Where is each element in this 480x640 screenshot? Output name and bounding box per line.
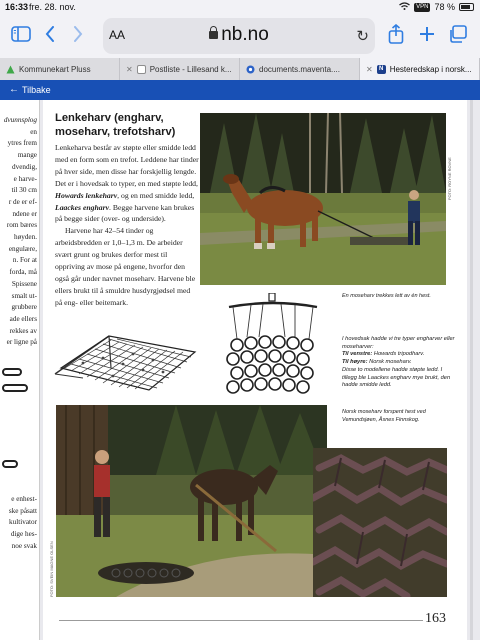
tab-title: Kommunekart Pluss [19,64,91,74]
share-icon[interactable] [388,24,404,44]
vpn-badge: VPN [416,3,429,10]
tab-kommunekart[interactable] [0,58,120,80]
previous-page-line: en [30,127,37,136]
nb-logo-icon: N [377,65,386,74]
tabs-overview-icon[interactable] [448,25,468,43]
close-tab-icon[interactable]: ✕ [366,64,373,74]
harrow-tine-drawing [2,384,28,392]
previous-page[interactable] [0,100,40,640]
paragraph: Lenkeharva består av støpte eller smidde ledd med en form som en trefot. Leddene har tinder på hver side, men disse har forskjellig lengde. Det er i hovedsak to typer, en med støpte ledd, Howards lenkeharv, og en med smidde ledd, Laackes engharv. Begge harvene kan brukes på begge sider (over- og underside). [55,143,199,224]
document-icon [137,65,146,74]
previous-page-line: e enhest- [11,495,37,503]
reload-icon[interactable]: ↻ [356,28,369,45]
status-date: fre. 28. nov. [29,2,76,12]
previous-page-line: er ligne på [6,338,37,347]
previous-page-line: noe svak [11,541,37,550]
article-body [55,142,199,309]
previous-page-line: r de er ef- [8,197,37,206]
page-footer-rule [59,620,423,621]
back-link[interactable]: Tilbake [22,85,51,95]
book-viewer[interactable] [0,100,480,640]
page-number: 163 [425,611,446,626]
scroll-indicator[interactable] [470,100,473,640]
previous-page-line: engulære, [8,244,37,253]
forward-chevron-icon[interactable] [72,26,84,42]
drawings-caption: I hovedsak hadde vi tre typer engharver eller moseharver: Til venstre: Howards tripodharv. Til høyre: Norsk moseharv. Disse to modellene hadde støpte ledd. I tillegg ble Laackes engharv mye brukt, den hadde smidde ledd. [342,336,455,389]
harrow-tine-drawing [2,460,18,468]
back-bar [0,80,480,100]
wifi-icon [399,2,410,12]
new-tab-plus-icon[interactable] [418,25,436,43]
battery-icon [459,3,474,11]
tab-strip [0,58,480,80]
previous-page-line: mange [17,151,37,160]
tab-postliste[interactable] [120,58,240,80]
photo-caption: Norsk moseharv forspent hest ved Vemundsjøen, Åsnes Finnskog. [342,409,426,423]
photo-credit: FOTO: ROYNE ROVNE [447,157,452,200]
tab-title: Postliste - Lillesand k... [149,64,232,74]
photo-horse-with-harrow [200,113,446,285]
paragraph: Harvene har 42–54 tinder og arbeidsbredden er 1,0–1,3 m. De arbeider svært grunt og brukes derfor mest til oppriving av mose på engene, hvorfor den også går under navnet moseharv. Harvene ble ellers brukt til å smuldre husdyrgjødsel med på eng- eller beitemark. [55,226,196,307]
previous-page-line: kultivator [9,518,37,527]
reader-text-size-button[interactable]: AA [109,28,126,42]
maventa-logo-icon [246,65,255,74]
close-tab-icon[interactable]: ✕ [126,64,133,74]
back-chevron-icon[interactable] [44,26,56,42]
lock-icon [209,31,218,39]
previous-page-line: rom bæres [6,221,37,230]
previous-page-line: høyden. [14,233,37,241]
browser-toolbar [0,14,480,58]
previous-page-line: forda, må [9,268,37,277]
tab-title: Hesteredskap i norsk... [389,64,472,74]
previous-page-line: smalt ut- [11,291,37,300]
drawing-howards-tripod-harrow [53,328,201,398]
previous-page-line: ytres frem [7,139,37,148]
photo-credit: FOTO: SVEIN MAGNE OLSEN [49,541,54,597]
address-bar[interactable] [103,18,375,54]
status-indicators [399,2,474,12]
status-time: 16:33 [5,2,29,12]
previous-page-line: ade ellers [9,314,37,323]
previous-page-line: n. For at [12,256,37,265]
previous-page-line: rekkes av [9,326,37,335]
photo-man-horse-harrow [56,405,327,597]
book-page [43,100,467,640]
tab-hesteredskap[interactable] [360,58,480,80]
tab-title: documents.maventa.... [259,64,340,74]
battery-percent: 78 % [434,2,455,12]
previous-page-line: e harve- [13,174,37,183]
arrow-left-icon[interactable]: ← [9,84,19,95]
photo-harrow-closeup [313,448,447,597]
tab-documents-maventa[interactable] [240,58,360,80]
photo-caption: En moseharv trekkes lett av én hest. [342,293,431,299]
drawing-norwegian-moss-harrow [223,293,323,403]
previous-page-line: til 30 cm [11,186,37,195]
status-bar [0,0,480,14]
previous-page-line: dvunnsplog [3,116,37,124]
previous-page-line: ndene er [12,209,37,218]
previous-page-line: dvendig, [12,162,37,171]
harrow-tine-drawing [2,368,22,376]
previous-page-line: grubbere [11,303,37,312]
previous-page-line: dige hes- [10,530,37,539]
previous-page-line: ske påsatt [8,506,37,515]
article-heading: Lenkeharv (engharv, moseharv, trefotsharv) [55,112,176,138]
previous-page-line: Spissene [11,279,37,288]
sidebar-icon[interactable] [11,26,31,42]
map-pin-icon [6,65,15,74]
url-text[interactable]: nb.no [221,24,269,45]
